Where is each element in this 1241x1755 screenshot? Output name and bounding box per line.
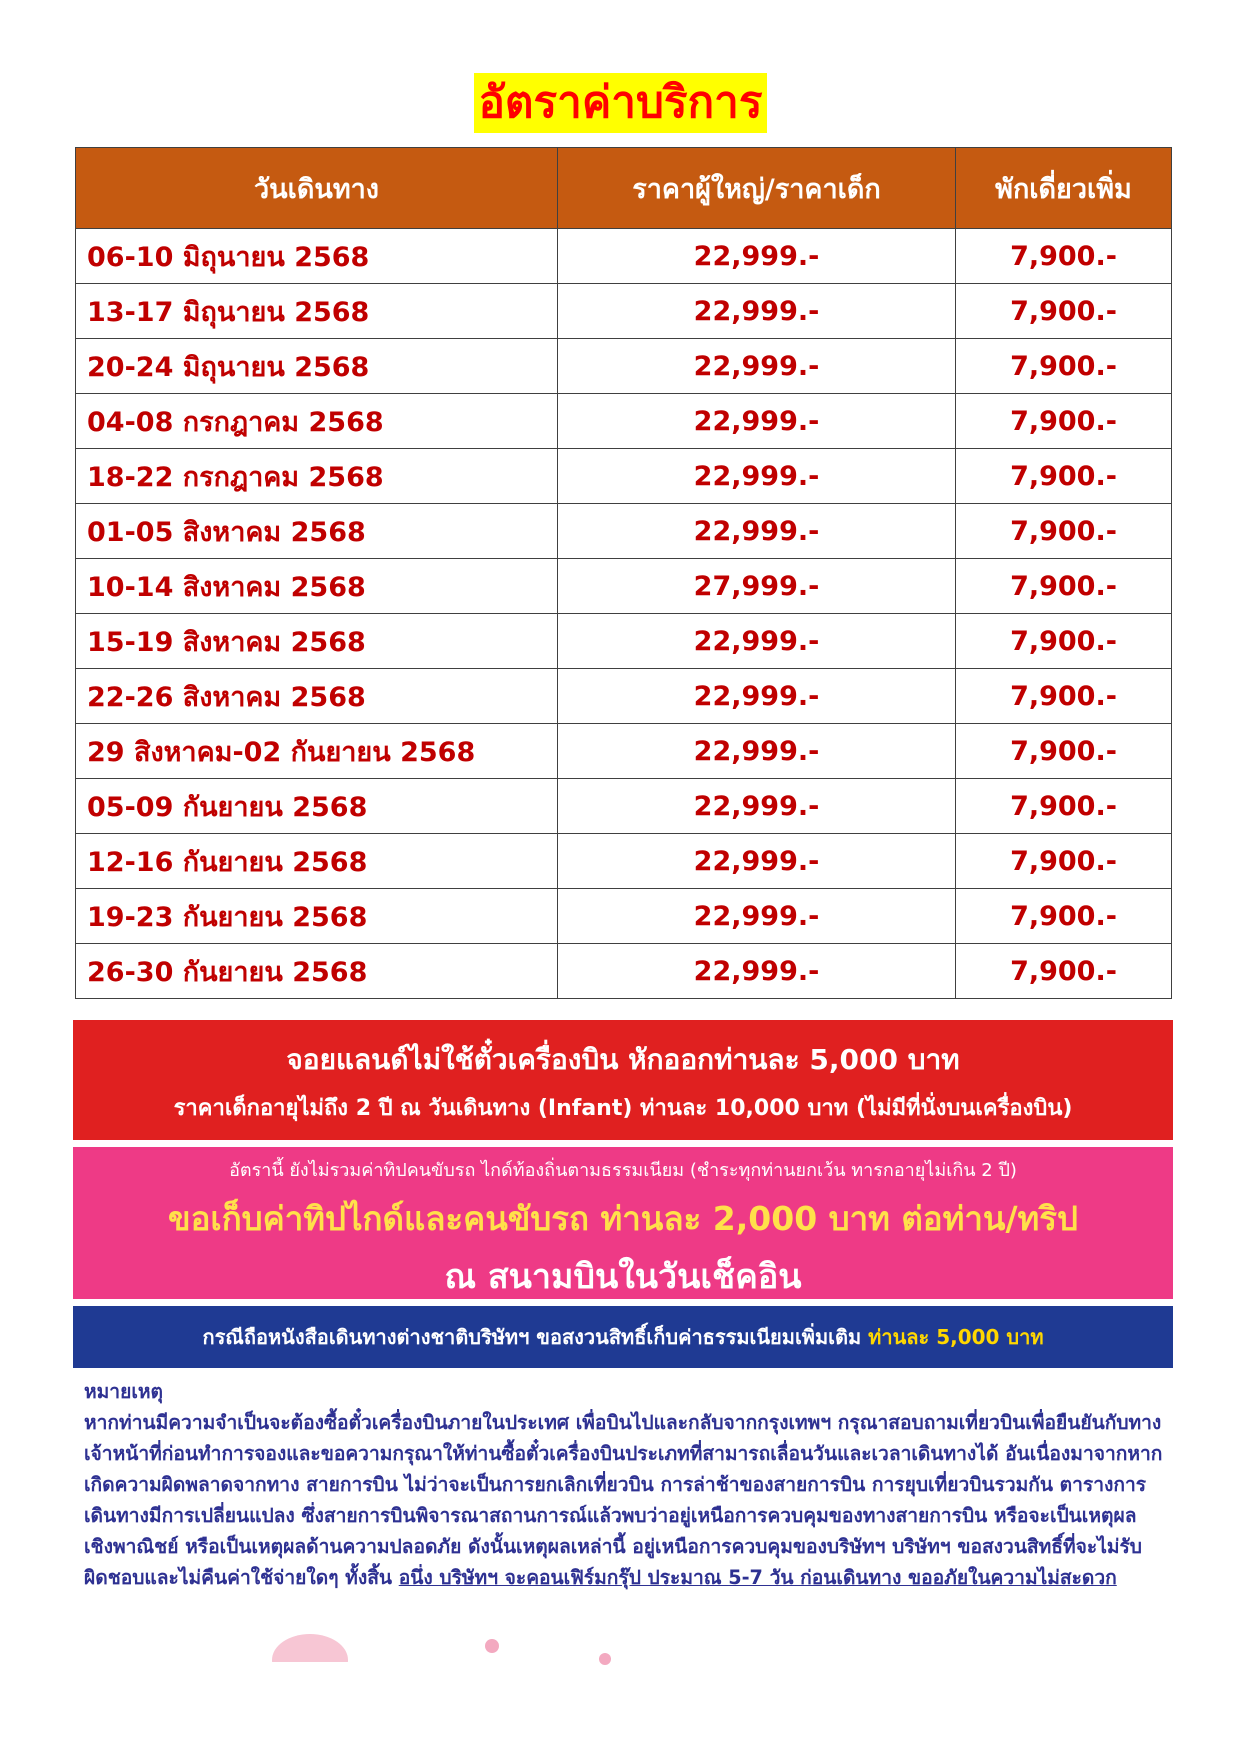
single-supplement: 7,900.- [956,229,1172,284]
travel-date: 05-09 กันยายน 2568 [76,779,558,834]
flower-icon [480,1634,504,1658]
single-supplement: 7,900.- [956,449,1172,504]
travel-date: 06-10 มิถุนายน 2568 [76,229,558,284]
joinland-notice-banner [73,1020,1173,1140]
price: 22,999.- [558,504,956,559]
header-travel-date: วันเดินทาง [76,148,558,229]
price: 22,999.- [558,229,956,284]
price: 22,999.- [558,669,956,724]
foreign-passport-banner [73,1306,1173,1368]
single-supplement: 7,900.- [956,559,1172,614]
table-row [76,284,1172,339]
single-supplement: 7,900.- [956,339,1172,394]
rates-table [75,147,1172,999]
tip-amount-text: ขอเก็บค่าทิปไกด์และคนขับรถ ท่านละ 2,000 บาท ต่อท่าน/ทริป [168,1199,1078,1238]
single-supplement: 7,900.- [956,394,1172,449]
joinland-deduction-text: จอยแลนด์ไม่ใช้ตั๋วเครื่องบิน หักออกท่านละ 5,000 บาท [286,1043,960,1076]
table-row [76,614,1172,669]
page-title: อัตราค่าบริการ [474,73,766,133]
price: 22,999.- [558,724,956,779]
price: 22,999.- [558,779,956,834]
table-row [76,834,1172,889]
single-supplement: 7,900.- [956,504,1172,559]
infant-price-text: ราคาเด็กอายุไม่ถึง 2 ปี ณ วันเดินทาง (Infant) ท่านละ 10,000 บาท (ไม่มีที่นั่งบนเครื่องบิน) [173,1096,1073,1121]
remarks-body: หากท่านมีความจำเป็นจะต้องซื้อตั๋วเครื่องบินภายในประเทศ เพื่อบินไปและกลับจากกรุงเทพฯ กรุณาสอบถามเที่ยวบินเพื่อยืนยันกับทางเจ้าหน้าที่ก่อนทำการจองและขอความกรุณาให้ท่านซื้อตั๋วเครื่องบินประเภทที่สามารถเลื่อนวันและเวลาเดินทางได้ อันเนื่องมาจากหากเกิดความผิดพลาดจากทาง สายการบิน ไม่ว่าจะเป็นการยกเลิกเที่ยวบิน การล่าช้าของสายการบิน การยุบเที่ยวบินรวมกัน ตารางการเดินทางมีการเปลี่ยนแปลง ซึ่งสายการบินพิจารณาสถานการณ์แล้วพบว่าอยู่เหนือการควบคุมของทางสายการบิน หรือจะเป็นเหตุผลเชิงพาณิชย์ หรือเป็นเหตุผลด้านความปลอดภัย ดังนั้นเหตุผลเหล่านี้ อยู่เหนือการควบคุมของบริษัทฯ บริษัทฯ ขอสงวนสิทธิ์ที่จะไม่รับผิดชอบและไม่คืนค่าใช้จ่ายใดๆ ทั้งสิ้น [84,1411,1163,1589]
travel-date: 01-05 สิงหาคม 2568 [76,504,558,559]
table-row [76,449,1172,504]
flower-icon [594,1648,616,1670]
price: 22,999.- [558,449,956,504]
table-row [76,394,1172,449]
single-supplement: 7,900.- [956,669,1172,724]
travel-date: 15-19 สิงหาคม 2568 [76,614,558,669]
table-row [76,504,1172,559]
remarks-section [84,1376,1164,1593]
price: 22,999.- [558,834,956,889]
price: 22,999.- [558,394,956,449]
price: 22,999.- [558,944,956,999]
blossom-decoration [270,1630,350,1662]
foreign-passport-text: กรณีถือหนังสือเดินทางต่างชาติบริษัทฯ ขอสงวนสิทธิ์เก็บค่าธรรมเนียมเพิ่มเติม [202,1325,862,1349]
travel-date: 10-14 สิงหาคม 2568 [76,559,558,614]
table-row [76,669,1172,724]
table-row [76,944,1172,999]
table-row [76,724,1172,779]
table-row [76,559,1172,614]
travel-date: 13-17 มิถุนายน 2568 [76,284,558,339]
table-row [76,889,1172,944]
single-supplement: 7,900.- [956,944,1172,999]
header-single-supplement: พักเดี่ยวเพิ่ม [956,148,1172,229]
foreign-passport-fee: ท่านละ 5,000 บาท [868,1325,1044,1349]
remarks-heading: หมายเหตุ [84,1380,163,1403]
single-supplement: 7,900.- [956,834,1172,889]
tip-notice-banner [73,1147,1173,1299]
single-supplement: 7,900.- [956,284,1172,339]
tip-exclusion-text: อัตรานี้ ยังไม่รวมค่าทิปคนขับรถ ไกด์ท้องถิ่นตามธรรมเนียม (ชำระทุกท่านยกเว้น ทารกอายุไม่เกิน 2 ปี) [229,1160,1017,1181]
travel-date: 19-23 กันยายน 2568 [76,889,558,944]
travel-date: 12-16 กันยายน 2568 [76,834,558,889]
travel-date: 22-26 สิงหาคม 2568 [76,669,558,724]
price: 22,999.- [558,889,956,944]
travel-date: 18-22 กรกฎาคม 2568 [76,449,558,504]
header-price: ราคาผู้ใหญ่/ราคาเด็ก [558,148,956,229]
table-header-row [76,148,1172,229]
price: 22,999.- [558,339,956,394]
single-supplement: 7,900.- [956,889,1172,944]
price: 22,999.- [558,284,956,339]
price: 22,999.- [558,614,956,669]
travel-date: 29 สิงหาคม-02 กันยายน 2568 [76,724,558,779]
table-row [76,779,1172,834]
title-wrap [0,73,1241,133]
single-supplement: 7,900.- [956,724,1172,779]
remarks-underlined: อนึ่ง บริษัทฯ จะคอนเฟิร์มกรุ๊ป ประมาณ 5-7 วัน ก่อนเดินทาง ขออภัยในความไม่สะดวก [398,1566,1117,1589]
single-supplement: 7,900.- [956,779,1172,834]
table-row [76,339,1172,394]
table-row [76,229,1172,284]
single-supplement: 7,900.- [956,614,1172,669]
tip-collection-place-text: ณ สนามบินในวันเช็คอิน [444,1257,802,1297]
price: 27,999.- [558,559,956,614]
travel-date: 26-30 กันยายน 2568 [76,944,558,999]
travel-date: 04-08 กรกฎาคม 2568 [76,394,558,449]
travel-date: 20-24 มิถุนายน 2568 [76,339,558,394]
